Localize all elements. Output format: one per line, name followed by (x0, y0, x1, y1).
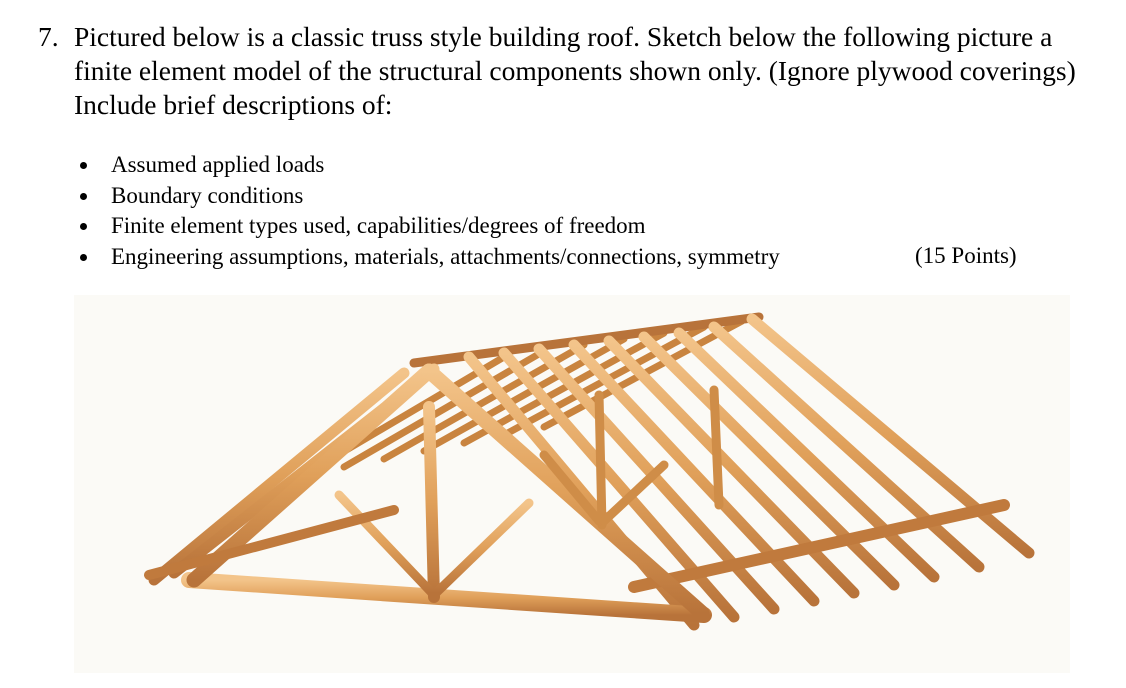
list-item-loads: Assumed applied loads (80, 150, 1040, 181)
list-item-element-types: Finite element types used, capabilities/degrees of freedom (80, 211, 1040, 242)
points-label: (15 Points) (915, 243, 1017, 268)
truss-roof-drawing (74, 295, 1070, 673)
question-number: 7. (38, 21, 59, 52)
requirements-list (80, 150, 1040, 272)
king-post (429, 407, 434, 597)
question-text: Pictured below is a classic truss style building roof. Sketch below the following picture a finite element model of the structural components shown only. (Ignore plywood coverings) Include brief descriptions of: (74, 21, 1076, 120)
list-item-assumptions: Engineering assumptions, materials, attachments/connections, symmetry (80, 242, 1040, 273)
truss-roof-image (74, 295, 1070, 673)
list-item-boundary-conditions: Boundary conditions (80, 181, 1040, 212)
question-block (38, 20, 1113, 122)
right-web (436, 503, 529, 593)
